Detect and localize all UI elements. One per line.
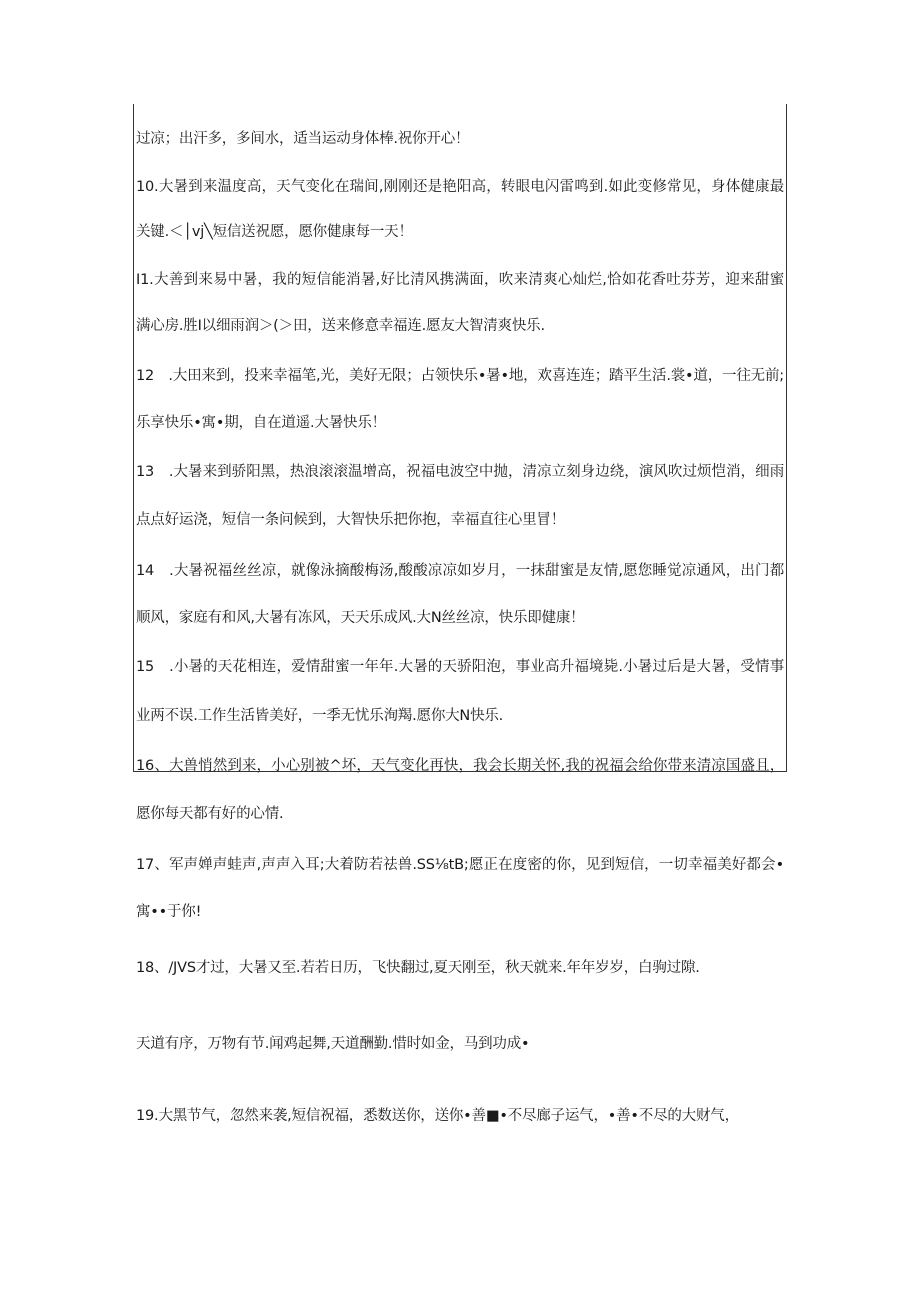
text-line-4: I1.大善到来易中暑，我的短信能消暑,好比清风携满面，吹来清爽心灿烂,恰如花香吐芬芳，迎来甜蜜 (136, 272, 784, 288)
text-line-9: 点点好运浇，短信一条问候到，大智快乐把你抱，幸福直往心里冒！ (136, 512, 565, 528)
text-line-15: 愿你每天都有好的心情. (136, 806, 284, 822)
text-line-19: 天道有序，万物有节.闻鸡起舞,天道酬勤.惜时如金，马到功成• (136, 1036, 530, 1052)
text-line-13: 业两不误.工作生活皆美好，一季无忧乐洵羯.愿你大N快乐. (136, 708, 504, 724)
text-line-6: 12 .大田来到，投来幸福笔,光，美好无限；占领快乐•暑•地，欢喜连连；踏平生活.裳•道，一往无前; (136, 368, 784, 384)
text-line-1: 过凉；出汗多，多间水，适当运动身体棒.祝你开心！ (136, 131, 470, 147)
text-line-12: 15 .小暑的天花相连，爱情甜蜜一年年.大暑的天骄阳泡，事业高升福境毙.小暑过后是大暑，受情事 (136, 659, 784, 675)
text-line-17: 寓••于你! (136, 904, 202, 920)
text-line-10: 14 .大暑祝福丝丝凉，就像泳摘酸梅汤,酸酸凉凉如岁月，一抹甜蜜是友情,愿您睡觉凉通风，出门都 (136, 563, 784, 579)
text-line-5: 满心房.胜I以细雨润＞(＞田，送来修意幸福连.愿友大智清爽快乐. (136, 318, 545, 334)
text-line-16: 17、军声婵声蛙声,声声入耳;大着防若祛兽.SS⅛tB;愿正在度密的你，见到短信，一切幸福美好都会• (136, 857, 784, 873)
text-line-18: 18、/JVS才过，大暑又至.若若日历，飞快翻过,夏天刚至，秋天就来.年年岁岁，白驹过隙. (136, 960, 700, 976)
text-line-outside: 19.大黑节气，忽然来袭,短信祝福，悉数送你，送你•善■•不尽廊子运气，•善•不尽的大财气， (136, 1108, 739, 1124)
text-line-11: 顺风，家庭有和风,大暑有冻风，天天乐成风.大N丝丝凉，快乐即健康！ (136, 610, 585, 626)
text-line-14: 16、大兽悄然到来，小心别被^坏，天气变化再快，我会长期关怀,我的祝福会给你带来清凉国盛且， (136, 758, 784, 774)
text-line-8: 13 .大暑来到骄阳黑，热浪滚滚温增高，祝福电波空中抛，清凉立刻身边绕，演风吹过烦恺消，细雨 (136, 464, 784, 480)
text-line-7: 乐享快乐•寓•期，自在道遥.大暑快乐！ (136, 415, 386, 431)
text-line-3: 关键.＜│vj╲短信送祝愿，愿你健康每一天！ (136, 224, 413, 240)
text-line-2: 10.大暑到来温度高，天气变化在瑞间,刚刚还是艳阳高，转眼电闪雷鸣到.如此变修常见，身体健康最 (136, 179, 784, 195)
